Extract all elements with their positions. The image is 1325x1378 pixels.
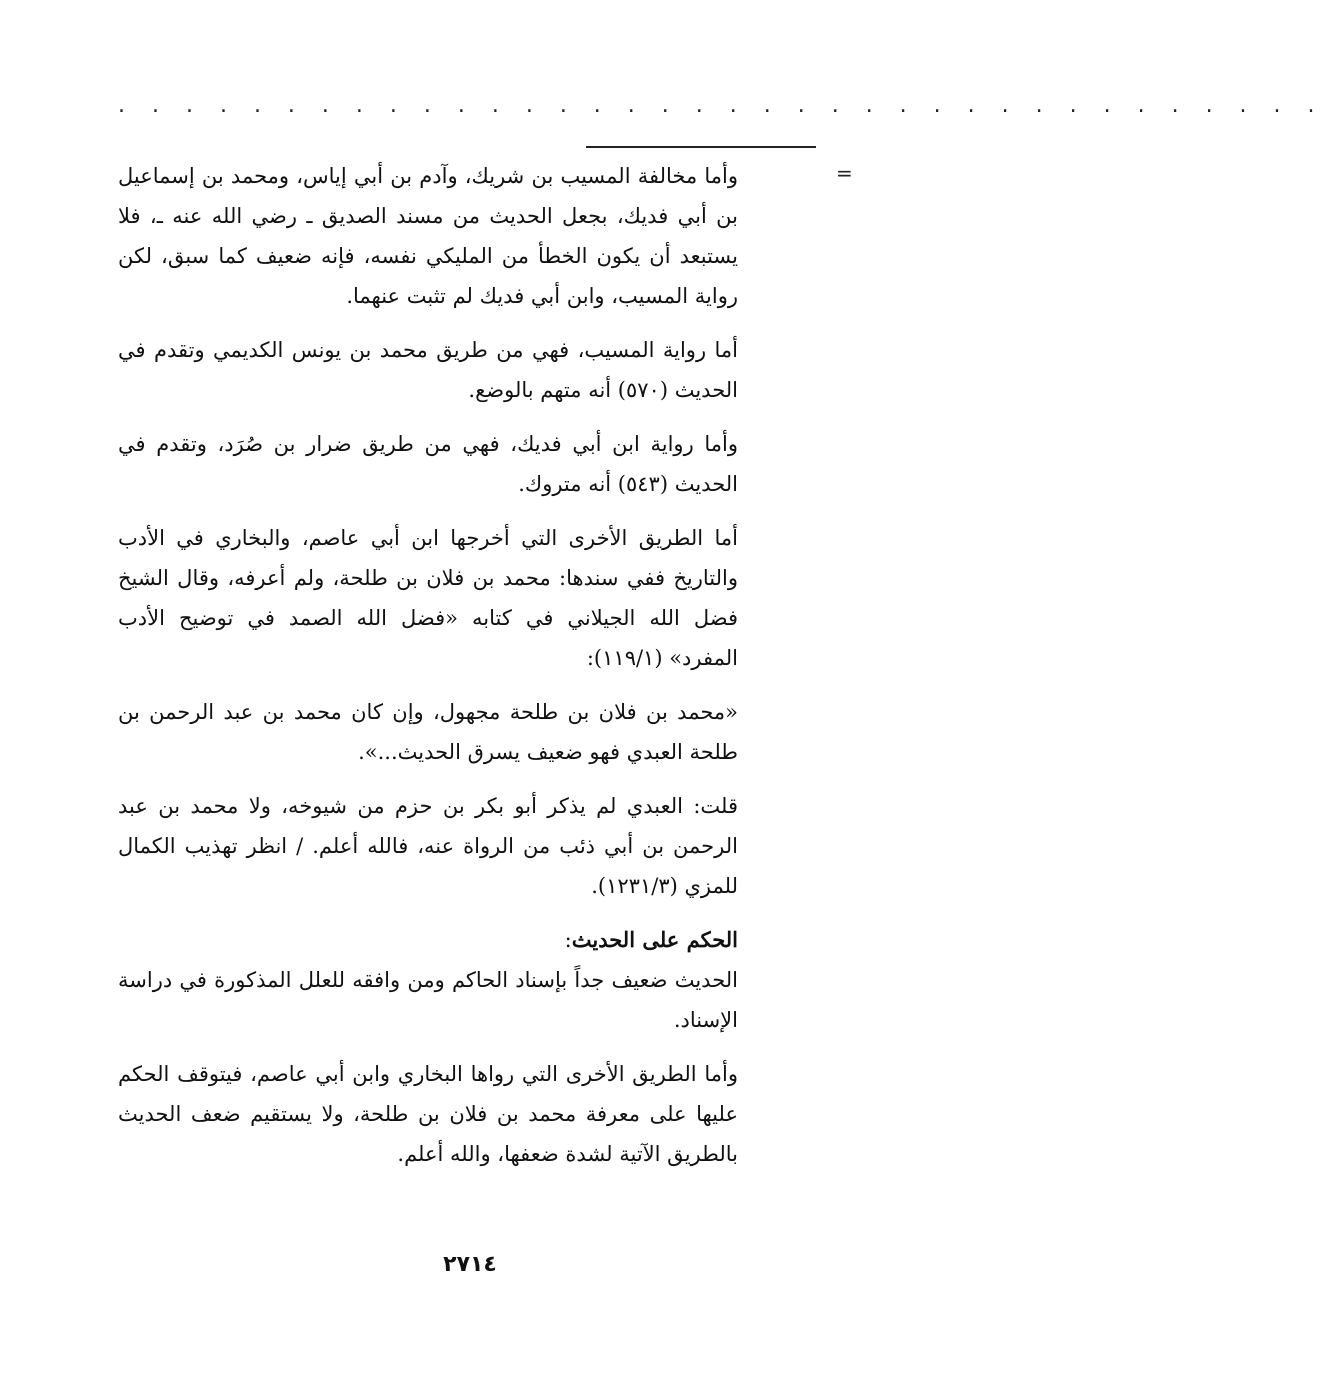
paragraph-qultu: قلت: العبدي لم يذكر أبو بكر بن حزم من شيوخه، ولا محمد بن عبد الرحمن بن أبي ذئب من الرواة عنه، فالله أعلم. / انظر تهذيب الكمال للمزي (١٢٣١/٣). <box>118 794 738 898</box>
page-body <box>118 156 738 1174</box>
paragraph-riwayat-musayyab: أما رواية المسيب، فهي من طريق محمد بن يونس الكديمي وتقدم في الحديث (٥٧٠) أنه متهم بالوضع. <box>118 338 738 402</box>
heading-colon: : <box>564 928 572 952</box>
section-heading-ruling <box>118 920 738 960</box>
heading-text: الحكم على الحديث <box>571 927 738 952</box>
footnote-separator-dots: . . . . . . . . . . . . . . . . . . . . . . . . . . . . . . . . . . . . <box>118 93 1325 118</box>
top-rule <box>586 146 816 148</box>
paragraph-ruling: الحديث ضعيف جداً بإسناد الحاكم ومن وافقه للعلل المذكورة في دراسة الإسناد. <box>118 968 738 1032</box>
paragraph-al-tariq-al-ukhra: أما الطريق الأخرى التي أخرجها ابن أبي عاصم، والبخاري في الأدب والتاريخ ففي سندها: محمد بن فلان بن طلحة، ولم أعرفه، وقال الشيخ فضل الله الجيلاني في كتابه «فضل الله الصمد في توضيح الأدب المفرد» (١١٩/١): <box>118 526 738 670</box>
page-number: ٢٧١٤ <box>443 1252 497 1277</box>
margin-continuation-mark: = <box>836 161 853 185</box>
paragraph-riwayat-ibn-abi-fudayk: وأما رواية ابن أبي فديك، فهي من طريق ضرار بن صُرَد، وتقدم في الحديث (٥٤٣) أنه متروك. <box>118 432 738 496</box>
paragraph-mukhalafa: وأما مخالفة المسيب بن شريك، وآدم بن أبي إياس، ومحمد بن إسماعيل بن أبي فديك، بجعل الحديث من مسند الصديق ـ رضي الله عنه ـ، فلا يستبعد أن يكون الخطأ من المليكي نفسه، فإنه ضعيف كما سبق، لكن رواية المسيب، وابن أبي فديك لم تثبت عنهما. <box>118 164 738 308</box>
paragraph-closing: وأما الطريق الأخرى التي رواها البخاري وابن أبي عاصم، فيتوقف الحكم عليها على معرفة محمد بن فلان بن طلحة، ولا يستقيم ضعف الحديث بالطريق الآتية لشدة ضعفها، والله أعلم. <box>118 1062 738 1166</box>
paragraph-quotation: «محمد بن فلان بن طلحة مجهول، وإن كان محمد بن عبد الرحمن بن طلحة العبدي فهو ضعيف يسرق الحديث...». <box>118 700 738 764</box>
